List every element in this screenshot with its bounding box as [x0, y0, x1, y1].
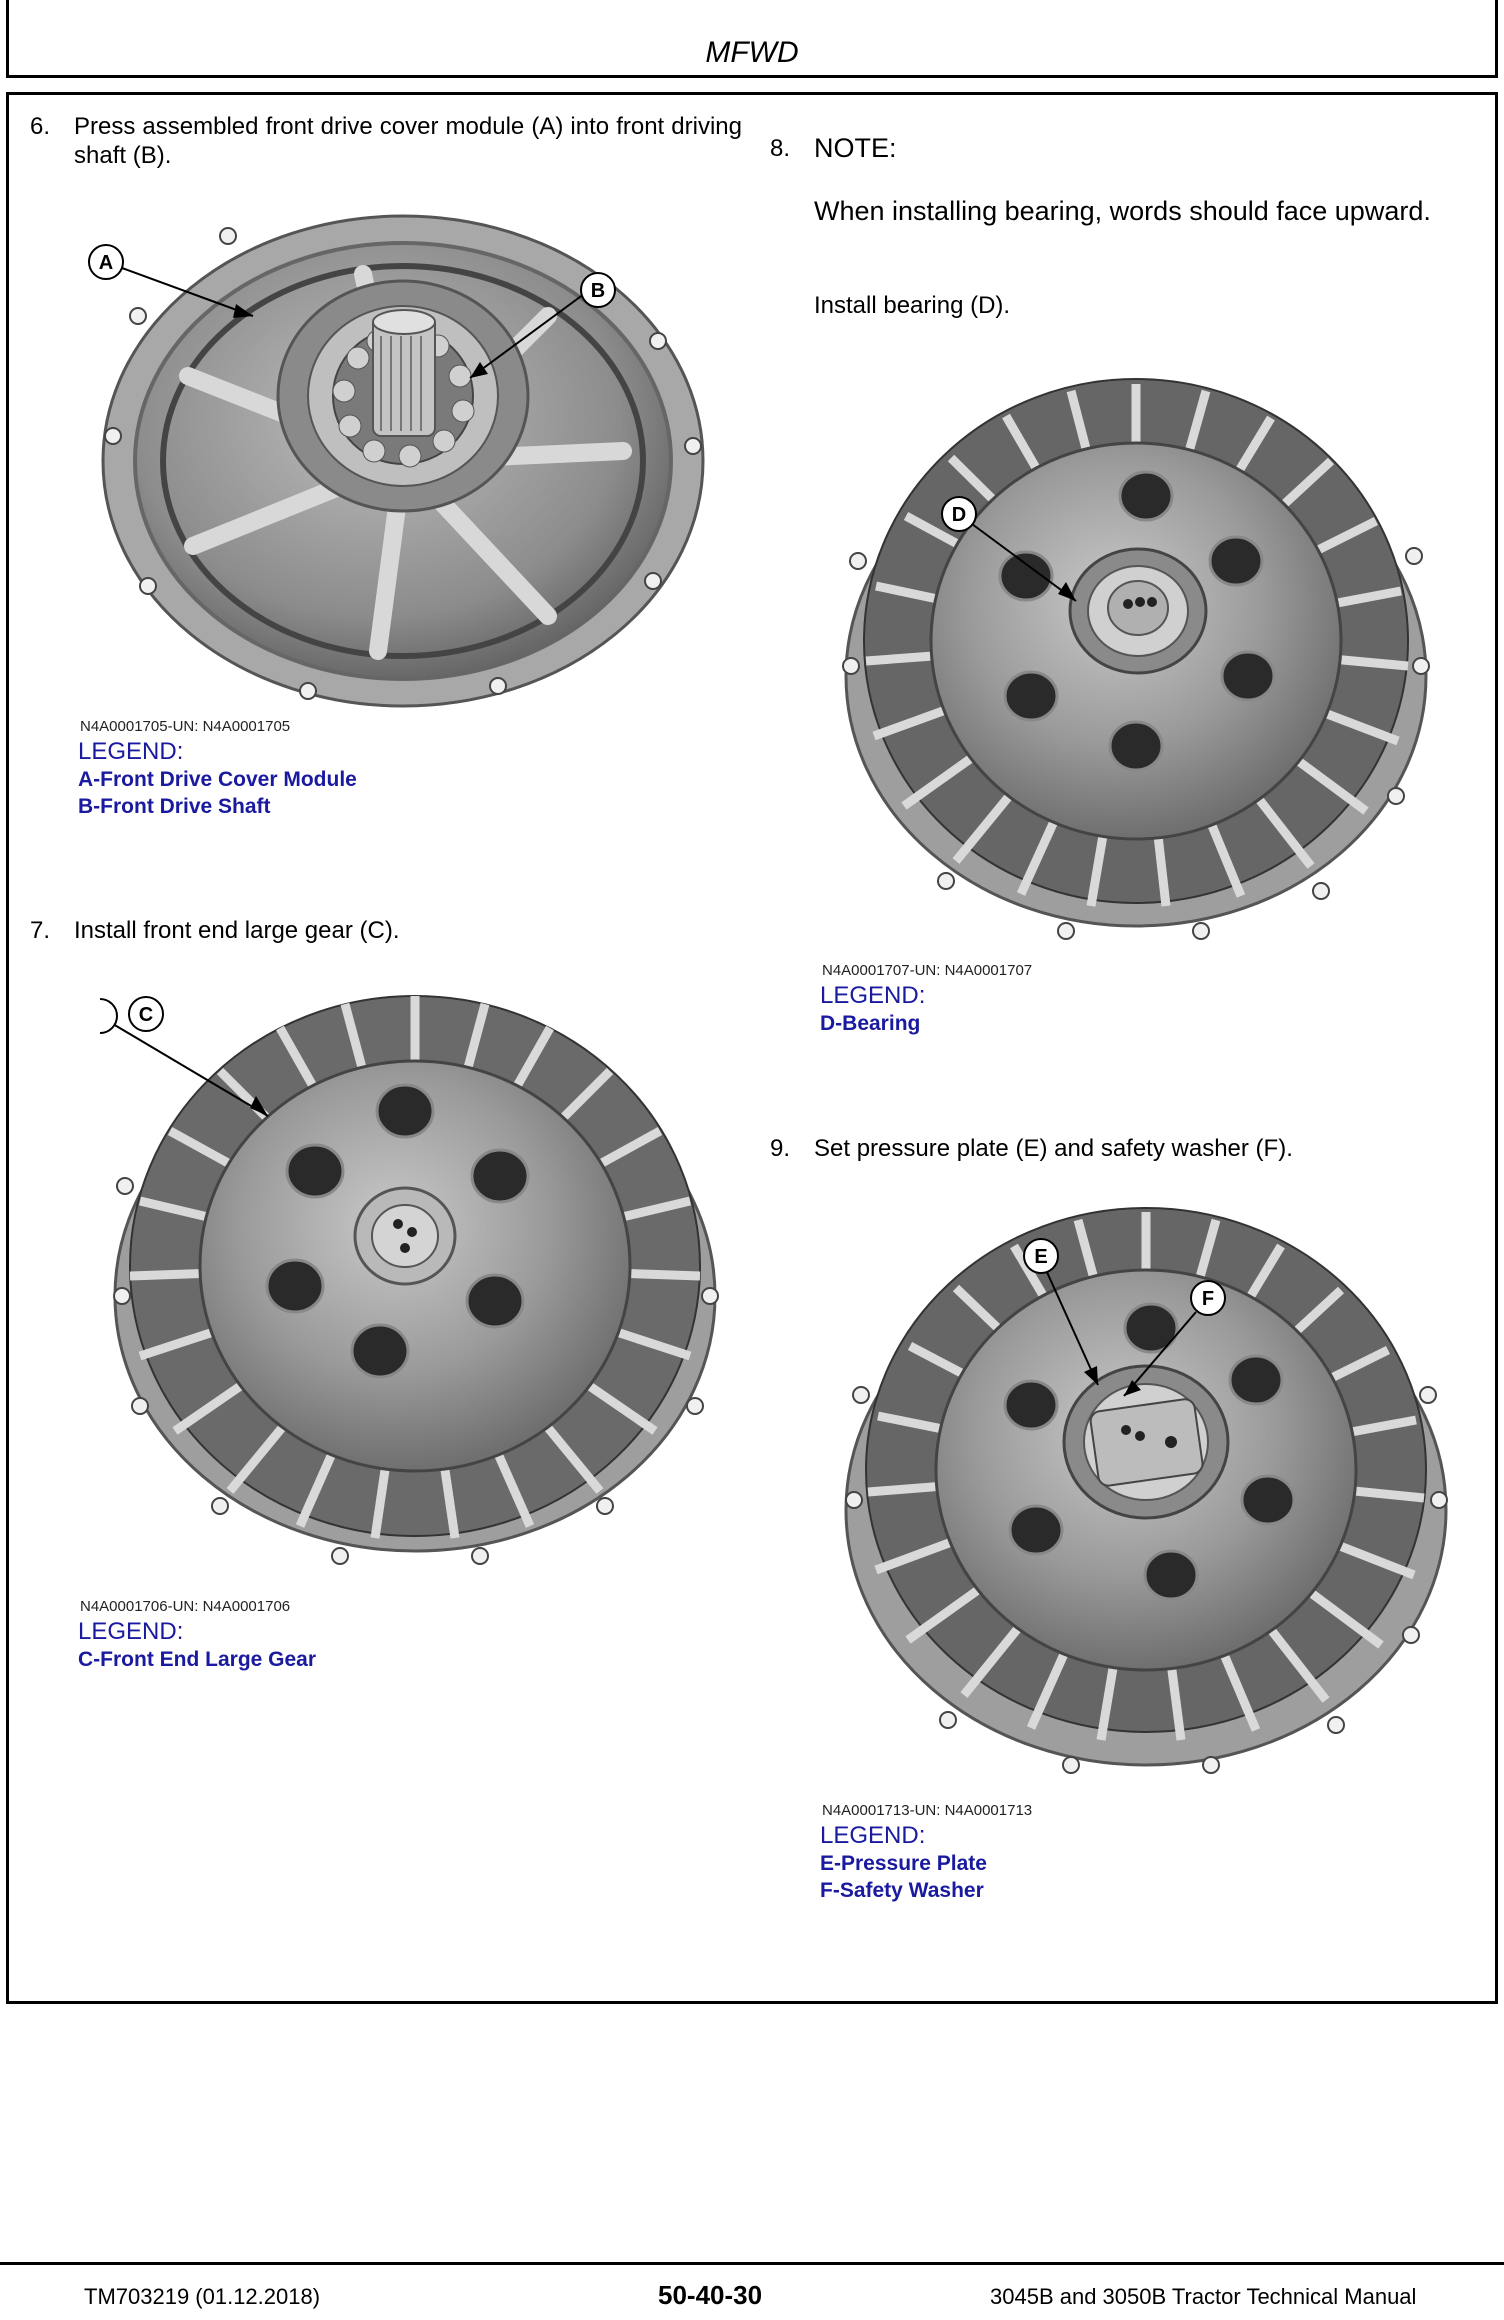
- legend-item-e: E-Pressure Plate: [820, 1852, 987, 1875]
- legend-item-f: F-Safety Washer: [820, 1879, 984, 1902]
- figure-4-legend-label: LEGEND:: [820, 1822, 926, 1849]
- callout-f-label: F: [1201, 1288, 1215, 1310]
- figure-large-gear-photo: [100, 966, 730, 1586]
- step-number: 7.: [30, 917, 51, 944]
- legend-item-d: D-Bearing: [820, 1012, 921, 1035]
- step-text: Press assembled front drive cover module (A) into front driving shaft (B).: [74, 113, 742, 169]
- callout-d-label: D: [951, 504, 967, 526]
- step-number: 8.: [770, 135, 791, 162]
- legend-item-a: A-Front Drive Cover Module: [78, 768, 357, 791]
- step-7: [30, 916, 742, 945]
- gear-body: [843, 379, 1429, 939]
- figure-4-caption: N4A0001713-UN: N4A0001713: [822, 1802, 1033, 1819]
- note-text: When installing bearing, words should face upward.: [814, 196, 1431, 226]
- step-text: Install front end large gear (C).: [74, 917, 400, 944]
- callout-e-label: E: [1034, 1246, 1048, 1268]
- footer-page-number: 50-40-30: [658, 2280, 763, 2310]
- figure-bearing-photo: [836, 346, 1436, 946]
- footer-manual-id: TM703219 (01.12.2018): [84, 2284, 321, 2309]
- figure-2-legend: [78, 1646, 316, 1673]
- figure-1-legend-label: LEGEND:: [78, 738, 184, 765]
- figure-1-legend: [78, 766, 357, 820]
- figure-cover-module-photo: [78, 196, 718, 711]
- step-number: 9.: [770, 1135, 791, 1162]
- step-9: [770, 1134, 1470, 1163]
- section-title: MFWD: [705, 36, 799, 69]
- step-text: Set pressure plate (E) and safety washer (F).: [814, 1135, 1293, 1162]
- step-6: [30, 112, 742, 170]
- figure-3-legend-label: LEGEND:: [820, 982, 926, 1009]
- figure-2-legend-label: LEGEND:: [78, 1618, 184, 1645]
- callout-c-label: C: [138, 1004, 154, 1026]
- callout-b-label: B: [590, 280, 606, 302]
- figure-1-caption: N4A0001705-UN: N4A0001705: [80, 718, 291, 735]
- gear-body: [114, 996, 718, 1564]
- figure-3-legend: [820, 1010, 920, 1037]
- step-8: [770, 134, 1470, 163]
- step-number: 6.: [30, 113, 51, 140]
- note-heading: NOTE:: [814, 133, 897, 163]
- legend-item-b: B-Front Drive Shaft: [78, 795, 271, 818]
- figure-2-caption: N4A0001706-UN: N4A0001706: [80, 1598, 291, 1615]
- figure-pressure-plate-photo: [836, 1180, 1456, 1780]
- footer-rule: [0, 2262, 1504, 2265]
- callout-a-label: A: [98, 252, 114, 274]
- note-instruction: Install bearing (D).: [814, 292, 1011, 319]
- footer-manual-title: 3045B and 3050B Tractor Technical Manual: [990, 2284, 1417, 2309]
- gear-body: [846, 1208, 1447, 1773]
- figure-3-caption: N4A0001707-UN: N4A0001707: [822, 962, 1033, 979]
- callout-c-marker: [126, 994, 166, 1034]
- legend-item-c: C-Front End Large Gear: [78, 1648, 317, 1671]
- page-header: [6, 0, 1498, 78]
- figure-4-legend: [820, 1850, 987, 1904]
